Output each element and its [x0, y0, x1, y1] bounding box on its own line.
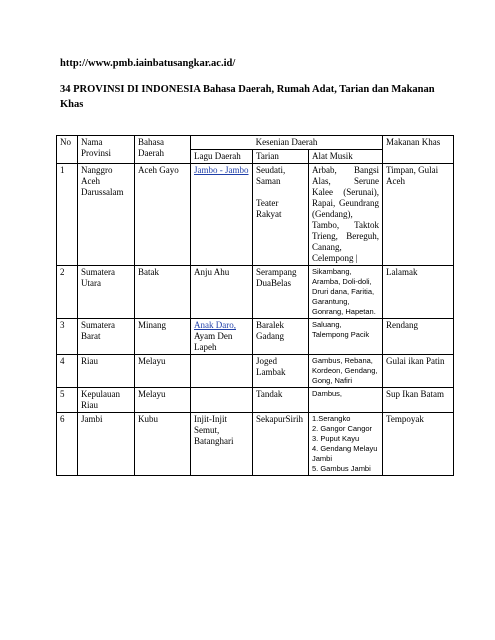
- provinces-table: [56, 135, 454, 476]
- cell-alat-musik: Arbab, Bangsi Alas, Serune Kalee (Serunai), Rapai, Geundrang (Gendang), Tambo, Taktok Trieng, Bereguh, Canang, Celempong |: [309, 164, 383, 266]
- page-url: http://www.pmb.iainbatusangkar.ac.id/: [60, 58, 236, 69]
- cell-makanan: Tempoyak: [383, 413, 454, 476]
- table-row: [57, 388, 454, 413]
- lagu-extra: Ayam Den Lapeh: [194, 331, 233, 352]
- cell-tarian: Seudati, Saman Teater Rakyat: [253, 164, 309, 266]
- table-row: [57, 164, 454, 266]
- header-row-1: [57, 136, 454, 150]
- header-lagu-daerah: Lagu Daerah: [191, 150, 253, 164]
- header-alat-musik: Alat Musik: [309, 150, 383, 164]
- cell-lagu: [191, 164, 253, 266]
- cell-alat-musik: Sikambang, Aramba, Doli-doli, Druri dana, Faritia, Garantung, Gonrang, Hapetan.: [309, 266, 383, 319]
- cell-bahasa: Batak: [135, 266, 191, 319]
- cell-tarian: Tandak: [253, 388, 309, 413]
- cell-lagu: Injit-Injit Semut, Batanghari: [191, 413, 253, 476]
- cell-bahasa: Aceh Gayo: [135, 164, 191, 266]
- document-title: 34 PROVINSI DI INDONESIA Bahasa Daerah, Rumah Adat, Tarian dan Makanan Khas: [60, 84, 435, 110]
- cell-alat-musik: 1.Serangko 2. Gangor Cangor 3. Puput Kayu 4. Gendang Melayu Jambi 5. Gambus Jambi: [309, 413, 383, 476]
- cell-provinsi: Riau: [78, 355, 135, 388]
- cell-tarian: Baralek Gadang: [253, 319, 309, 355]
- cell-lagu: [191, 319, 253, 355]
- cell-alat-musik: Saluang, Talempong Pacik: [309, 319, 383, 355]
- header-tarian: Tarian: [253, 150, 309, 164]
- cell-lagu: [191, 388, 253, 413]
- header-nama-provinsi: Nama Provinsi: [78, 136, 135, 164]
- table-row: [57, 319, 454, 355]
- table-row: [57, 355, 454, 388]
- cell-no: 3: [57, 319, 78, 355]
- cell-bahasa: Melayu: [135, 388, 191, 413]
- cell-lagu: [191, 355, 253, 388]
- table-row: [57, 413, 454, 476]
- cell-no: 2: [57, 266, 78, 319]
- lagu-link[interactable]: Anak Daro,: [194, 320, 236, 330]
- cell-makanan: Lalamak: [383, 266, 454, 319]
- cell-lagu: Anju Ahu: [191, 266, 253, 319]
- cell-no: 6: [57, 413, 78, 476]
- cell-provinsi: Sumatera Utara: [78, 266, 135, 319]
- header-kesenian-daerah: Kesenian Daerah: [191, 136, 383, 150]
- cell-makanan: Gulai ikan Patin: [383, 355, 454, 388]
- cell-tarian: SekapurSirih: [253, 413, 309, 476]
- cell-provinsi: Jambi: [78, 413, 135, 476]
- cell-provinsi: Sumatera Barat: [78, 319, 135, 355]
- cell-bahasa: Minang: [135, 319, 191, 355]
- cell-no: 5: [57, 388, 78, 413]
- cell-bahasa: Kubu: [135, 413, 191, 476]
- header-no: No: [57, 136, 78, 164]
- table-row: [57, 266, 454, 319]
- cell-provinsi: Nanggro Aceh Darussalam: [78, 164, 135, 266]
- cell-tarian: Joged Lambak: [253, 355, 309, 388]
- cell-no: 4: [57, 355, 78, 388]
- cell-makanan: Rendang: [383, 319, 454, 355]
- cell-alat-musik: Dambus,: [309, 388, 383, 413]
- header-makanan-khas: Makanan Khas: [383, 136, 454, 164]
- cell-makanan: Sup Ikan Batam: [383, 388, 454, 413]
- cell-provinsi: Kepulauan Riau: [78, 388, 135, 413]
- header-bahasa-daerah: Bahasa Daerah: [135, 136, 191, 164]
- cell-bahasa: Melayu: [135, 355, 191, 388]
- cell-tarian: Serampang DuaBelas: [253, 266, 309, 319]
- cell-no: 1: [57, 164, 78, 266]
- cell-alat-musik: Gambus, Rebana, Kordeon, Gendang, Gong, Nafiri: [309, 355, 383, 388]
- lagu-link[interactable]: Jambo - Jambo: [194, 165, 249, 175]
- cell-makanan: Timpan, Gulai Aceh: [383, 164, 454, 266]
